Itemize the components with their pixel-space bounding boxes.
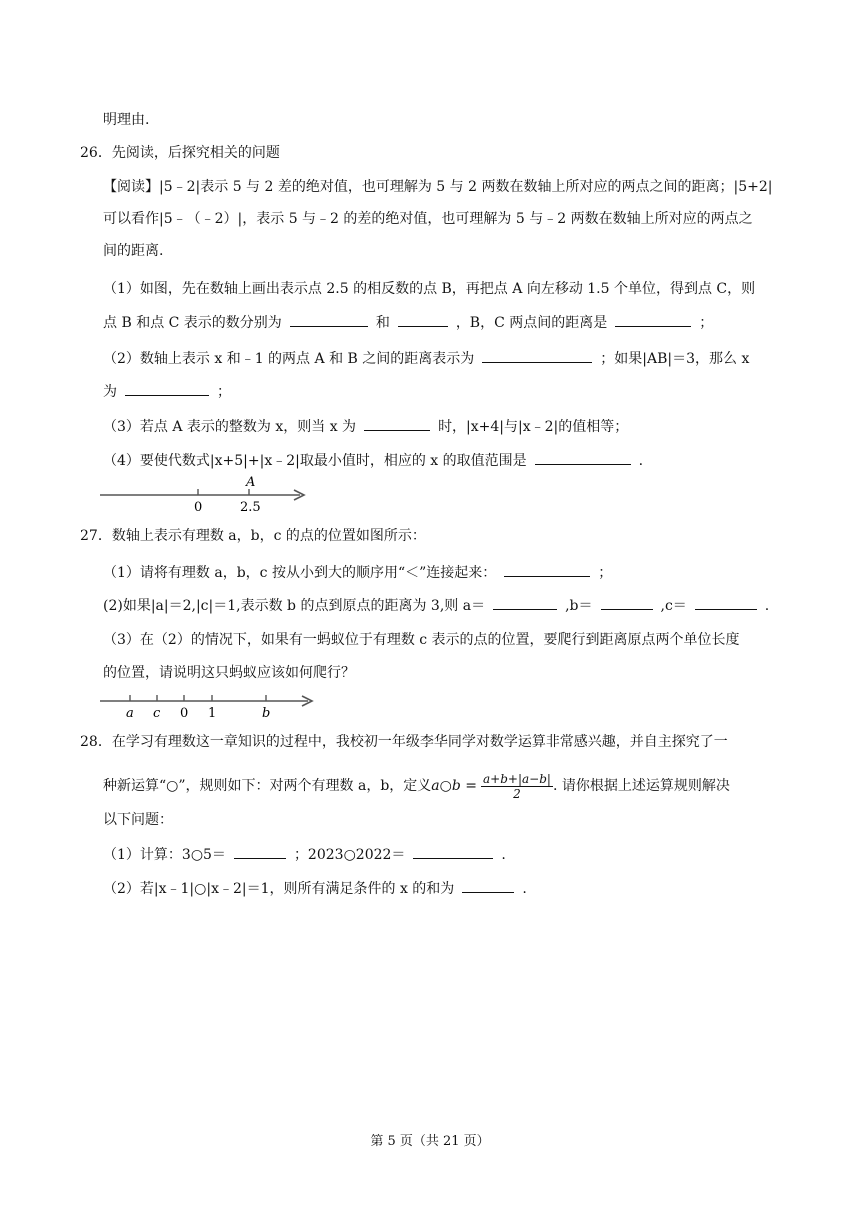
- q28-formula-denominator: 2: [513, 786, 521, 801]
- q27-p2-text-a: (2)如果|a|＝2,|c|＝1,表示数 b 的点到原点的距离为 3,则 a＝: [103, 598, 486, 614]
- answer-blank[interactable]: [535, 450, 631, 465]
- q28-p1-text-b: ；2023○2022＝: [293, 847, 406, 863]
- q27-p2-text-d: .: [764, 598, 770, 614]
- q26-p2-text-d: ；: [217, 384, 231, 400]
- label-a-value: 2.5: [240, 500, 261, 515]
- q27-part3-line1: （3）在（2）的情况下，如果有一蚂蚁位于有理数 c 表示的点的位置，要爬行到距离原点两个单位长度: [103, 632, 740, 648]
- q28-formula-numerator: a+b+|a−b|: [483, 771, 551, 786]
- q28-p2-text-b: .: [522, 881, 527, 897]
- q26-p3-text-b: 时，|x+4|与|x﹣2|的值相等；: [438, 419, 629, 435]
- q27-p2-text-b: ,b＝: [565, 598, 593, 614]
- q27-part1: [103, 562, 612, 582]
- q26-p2-text-a: （2）数轴上表示 x 和﹣1 的两点 A 和 B 之间的距离表示为: [103, 351, 475, 367]
- page-footer: 第 5 页（共 21 页）: [370, 1134, 490, 1149]
- q28-part2: [103, 878, 527, 898]
- label-zero: 0: [180, 706, 189, 721]
- q26-part2-line1: [103, 348, 749, 368]
- q26-part1-line2: [103, 312, 713, 332]
- q26-read-2: 可以看作|5﹣（﹣2）|，表示 5 与﹣2 的差的绝对值，也可理解为 5 与﹣2 两数在数轴上所对应的两点之: [103, 211, 753, 227]
- q26-p2-text-b: ；如果|AB|＝3，那么 x: [600, 351, 750, 367]
- q26-part1-line1: （1）如图，先在数轴上画出表示点 2.5 的相反数的点 B，再把点 A 向左移动 1.5 个单位，得到点 C，则: [103, 281, 756, 297]
- answer-blank[interactable]: [125, 381, 209, 396]
- q26-number-line: [98, 474, 313, 516]
- q28-part1: [103, 844, 506, 864]
- label-b: b: [262, 706, 271, 721]
- answer-blank[interactable]: [615, 312, 691, 327]
- q26-p1-text-b: 和: [375, 315, 390, 331]
- q26-title: 26．先阅读，后探究相关的问题: [80, 145, 280, 161]
- q28-p2-text-a: （2）若|x﹣1|○|x﹣2|＝1，则所有满足条件的 x 的和为: [103, 881, 455, 897]
- q26-p4-text-a: （4）要使代数式|x+5|+|x﹣2|取最小值时，相应的 x 的取值范围是: [103, 453, 527, 469]
- q27-part3-line2: 的位置，请说明这只蚂蚁应该如何爬行？: [103, 665, 355, 681]
- q26-p1-text-d: ；: [699, 315, 714, 331]
- answer-blank[interactable]: [695, 595, 757, 610]
- answer-blank[interactable]: [504, 562, 590, 577]
- q26-p2-text-c: 为: [103, 384, 117, 400]
- answer-blank[interactable]: [601, 595, 653, 610]
- answer-blank[interactable]: [413, 844, 493, 859]
- q28-line2: [103, 768, 730, 804]
- label-c: c: [153, 706, 161, 721]
- q26-p4-text-b: .: [638, 453, 644, 469]
- q26-p1-text-a: 点 B 和点 C 表示的数分别为: [103, 315, 282, 331]
- q26-read-3: 间的距离.: [103, 243, 164, 259]
- q28-line3: 以下问题：: [103, 812, 173, 828]
- q28-p1-text-c: .: [501, 847, 506, 863]
- q28-line1: 28．在学习有理数这一章知识的过程中，我校初一年级李华同学对数学运算非常感兴趣，并自主探究了一: [80, 734, 728, 750]
- answer-blank[interactable]: [482, 348, 592, 363]
- answer-blank[interactable]: [234, 844, 286, 859]
- q26-part3: [103, 416, 628, 436]
- label-one: 1: [208, 706, 217, 721]
- q26-part4: [103, 450, 643, 470]
- q27-p1-text-a: （1）请将有理数 a，b，c 按从小到大的顺序用“＜”连接起来：: [103, 565, 497, 581]
- q26-part2-line2: [103, 381, 231, 401]
- answer-blank[interactable]: [364, 416, 430, 431]
- q26-read-1: 【阅读】|5﹣2|表示 5 与 2 差的绝对值，也可理解为 5 与 2 两数在数轴上所对应的两点之间的距离；|5+2|: [103, 179, 773, 195]
- q26-p1-text-c: ，B，C 两点间的距离是: [455, 315, 608, 331]
- q26-p3-text-a: （3）若点 A 表示的整数为 x，则当 x 为: [103, 419, 357, 435]
- answer-blank[interactable]: [398, 312, 448, 327]
- q28-text-a: 种新运算“○”，规则如下：对两个有理数 a，b，定义: [103, 778, 432, 794]
- answer-blank[interactable]: [493, 595, 557, 610]
- q27-p1-text-b: ；: [598, 565, 613, 581]
- q27-title: 27．数轴上表示有理数 a，b，c 的点的位置如图所示：: [80, 528, 426, 544]
- label-a: a: [126, 706, 134, 721]
- q27-number-line: [98, 690, 318, 724]
- label-point-a: A: [246, 475, 256, 490]
- q28-p1-text-a: （1）计算：3○5＝: [103, 847, 226, 863]
- label-zero: 0: [194, 500, 203, 515]
- q27-part2: [103, 595, 769, 615]
- q28-text-b: . 请你根据上述运算规则解决: [552, 778, 730, 794]
- answer-blank[interactable]: [462, 878, 514, 893]
- q28-formula-fraction: [481, 772, 553, 801]
- top-line: 明理由.: [103, 112, 150, 128]
- answer-blank[interactable]: [290, 312, 368, 327]
- q28-formula-lhs: a○b =: [431, 778, 478, 794]
- q27-p2-text-c: ,c＝: [660, 598, 687, 614]
